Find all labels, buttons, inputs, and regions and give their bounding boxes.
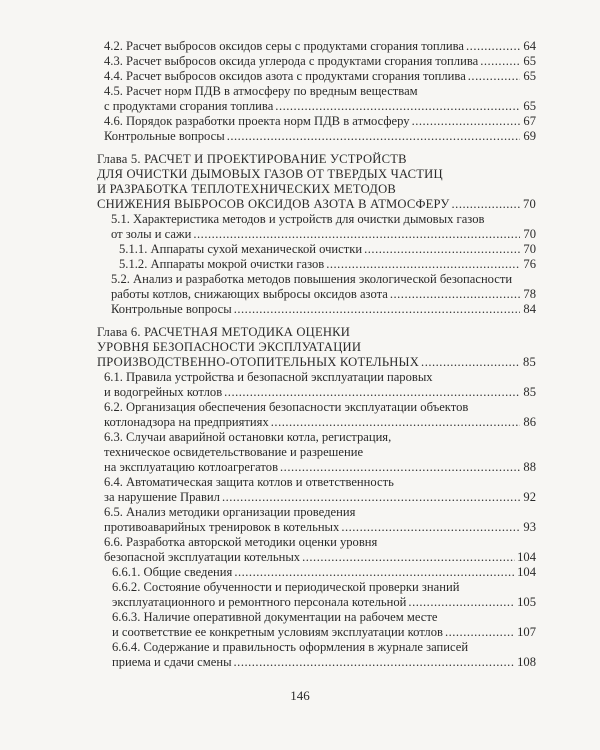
- toc-leader-dots: [364, 242, 520, 256]
- toc-leader-dots: [234, 302, 520, 316]
- toc-leader-dots: [468, 69, 520, 83]
- toc-entry-title: безопасной эксплуатации котельных: [104, 550, 301, 564]
- toc-leader-dots: [466, 39, 520, 53]
- chapter-heading: [97, 197, 536, 211]
- toc-entry-page: 104: [517, 550, 536, 564]
- toc-entry-title: 4.6. Порядок разработки проекта норм ПДВ в атмосферу: [104, 114, 410, 128]
- toc-leader-dots: [390, 287, 520, 301]
- chapter-heading-line: [97, 325, 536, 339]
- toc-entry: [104, 550, 536, 564]
- toc-entry-title: 4.3. Расчет выбросов оксида углерода с продуктами сгорания топлива: [104, 54, 479, 68]
- toc-entry-line: [112, 640, 536, 654]
- toc-leader-dots: [341, 520, 520, 534]
- toc-entry-line: [104, 370, 536, 384]
- toc-entry: [112, 595, 536, 609]
- toc-entry-line: [104, 475, 536, 489]
- toc-leader-dots: [452, 197, 520, 211]
- toc-entry-title: 6.2. Организация обеспечения безопасности эксплуатации объектов: [104, 400, 469, 414]
- chapter-title: ПРОИЗВОДСТВЕННО-ОТОПИТЕЛЬНЫХ КОТЕЛЬНЫХ: [97, 355, 420, 369]
- chapter-title: УРОВНЯ БЕЗОПАСНОСТИ ЭКСПЛУАТАЦИИ: [97, 340, 362, 354]
- chapter-heading-line: [97, 182, 536, 196]
- toc-entry-page: 85: [523, 355, 536, 369]
- toc-entry-title: 4.4. Расчет выбросов оксидов азота с продуктами сгорания топлива: [104, 69, 466, 83]
- chapter-title: ДЛЯ ОЧИСТКИ ДЫМОВЫХ ГАЗОВ ОТ ТВЕРДЫХ ЧАСТИЦ: [97, 167, 443, 181]
- toc-entry-title: Контрольные вопросы: [111, 302, 232, 316]
- toc-entry-title: и водогрейных котлов: [104, 385, 223, 399]
- toc-leader-dots: [193, 227, 520, 241]
- toc-entry-page: 67: [523, 114, 536, 128]
- toc-entry: [104, 490, 536, 504]
- toc-leader-dots: [222, 490, 520, 504]
- toc-entry-title: эксплуатационного и ремонтного персонала котельной: [112, 595, 407, 609]
- toc-entry: [111, 227, 536, 241]
- toc-entry-title: на эксплуатацию котлоагрегатов: [104, 460, 279, 474]
- toc-entry-title: работы котлов, снижающих выбросы оксидов азота: [111, 287, 388, 301]
- toc-entry-title: техническое освидетельствование и разрешение: [104, 445, 364, 459]
- toc-entry: [104, 39, 536, 53]
- toc-entry-title: от золы и сажи: [111, 227, 192, 241]
- toc-entry: [104, 415, 536, 429]
- toc-entry-line: [104, 400, 536, 414]
- toc-entry-page: 108: [517, 655, 536, 669]
- toc-entry-line: [104, 430, 536, 444]
- toc-leader-dots: [412, 114, 520, 128]
- toc-entry-page: 88: [523, 460, 536, 474]
- toc-entry-title: 6.6.1. Общие сведения: [112, 565, 233, 579]
- toc-entry-title: 5.1.1. Аппараты сухой механической очистки: [119, 242, 363, 256]
- toc-leader-dots: [234, 655, 516, 669]
- toc-entry-title: с продуктами сгорания топлива: [104, 99, 274, 113]
- toc-entry-page: 64: [523, 39, 536, 53]
- toc-entry-page: 93: [523, 520, 536, 534]
- toc-entry: [112, 655, 536, 669]
- toc-entry-title: 6.6.2. Состояние обученности и периодической проверки знаний: [112, 580, 460, 594]
- toc-entry-page: 86: [523, 415, 536, 429]
- toc-entry: [104, 520, 536, 534]
- toc-entry: [112, 625, 536, 639]
- toc-entry-line: [112, 580, 536, 594]
- toc-entry-title: 6.3. Случаи аварийной остановки котла, регистрация,: [104, 430, 392, 444]
- toc-leader-dots: [408, 595, 515, 609]
- toc-entry-page: 65: [523, 69, 536, 83]
- toc-entry-line: [104, 84, 536, 98]
- toc-entry-title: 4.2. Расчет выбросов оксидов серы с продуктами сгорания топлива: [104, 39, 465, 53]
- toc-entry: [104, 385, 536, 399]
- toc-entry: [119, 242, 536, 256]
- toc-entry: [104, 460, 536, 474]
- chapter-title: СНИЖЕНИЯ ВЫБРОСОВ ОКСИДОВ АЗОТА В АТМОСФЕРУ: [97, 197, 450, 211]
- toc-entry-title: за нарушение Правил: [104, 490, 220, 504]
- toc-entry: [104, 69, 536, 83]
- page-number: 146: [290, 688, 310, 703]
- toc-entry-title: 6.5. Анализ методики организации проведения: [104, 505, 356, 519]
- chapter-title: Глава 6. РАСЧЕТНАЯ МЕТОДИКА ОЦЕНКИ: [97, 325, 351, 339]
- toc-entry-page: 70: [523, 227, 536, 241]
- toc-entry-page: 105: [517, 595, 536, 609]
- toc-entry: [112, 565, 536, 579]
- toc-entry-title: 6.6. Разработка авторской методики оценки уровня: [104, 535, 378, 549]
- chapter-title: И РАЗРАБОТКА ТЕПЛОТЕХНИЧЕСКИХ МЕТОДОВ: [97, 182, 396, 196]
- toc-entry: [104, 99, 536, 113]
- toc-entry-line: [111, 272, 536, 286]
- toc-entry-title: котлонадзора на предприятиях: [104, 415, 269, 429]
- toc-entry-page: 65: [523, 54, 536, 68]
- toc-entry-page: 76: [523, 257, 536, 271]
- toc-entry: [119, 257, 536, 271]
- toc-entry-line: [104, 445, 536, 459]
- toc-entry-page: 70: [523, 197, 536, 211]
- toc-entry-title: 6.1. Правила устройства и безопасной эксплуатации паровых: [104, 370, 433, 384]
- toc-entry-line: [112, 610, 536, 624]
- toc-entry-page: 85: [523, 385, 536, 399]
- toc-entry-title: 5.1.2. Аппараты мокрой очистки газов: [119, 257, 325, 271]
- toc-entry: [111, 287, 536, 301]
- toc-leader-dots: [421, 355, 520, 369]
- toc-entry: [104, 54, 536, 68]
- toc-entry-page: 78: [523, 287, 536, 301]
- toc-entry-line: [104, 535, 536, 549]
- toc-entry-title: и соответствие ее конкретным условиям эксплуатации котлов: [112, 625, 443, 639]
- toc-entry-title: 4.5. Расчет норм ПДВ в атмосферу по вредным веществам: [104, 84, 418, 98]
- chapter-heading-line: [97, 340, 536, 354]
- toc-entry-page: 70: [523, 242, 536, 256]
- toc-entry-title: приема и сдачи смены: [112, 655, 232, 669]
- toc-entry-title: Контрольные вопросы: [104, 129, 225, 143]
- toc-leader-dots: [227, 129, 520, 143]
- toc-entry-page: 107: [517, 625, 536, 639]
- toc-leader-dots: [234, 565, 515, 579]
- toc-leader-dots: [224, 385, 520, 399]
- toc-entry-line: [104, 505, 536, 519]
- toc-entry-page: 84: [523, 302, 536, 316]
- toc-entry-title: противоаварийных тренировок в котельных: [104, 520, 340, 534]
- toc-entry-title: 6.6.3. Наличие оперативной документации на рабочем месте: [112, 610, 438, 624]
- toc-entry: [111, 302, 536, 316]
- chapter-heading: [97, 355, 536, 369]
- toc-entry-page: 104: [517, 565, 536, 579]
- toc-entry-title: 5.1. Характеристика методов и устройств для очистки дымовых газов: [111, 212, 485, 226]
- toc-leader-dots: [275, 99, 520, 113]
- toc-leader-dots: [445, 625, 515, 639]
- chapter-heading-line: [97, 152, 536, 166]
- chapter-title: Глава 5. РАСЧЕТ И ПРОЕКТИРОВАНИЕ УСТРОЙСТВ: [97, 152, 407, 166]
- toc-leader-dots: [326, 257, 520, 271]
- toc-entry-line: [111, 212, 536, 226]
- toc-leader-dots: [271, 415, 520, 429]
- toc-leader-dots: [302, 550, 515, 564]
- toc-entry-title: 5.2. Анализ и разработка методов повышения экологической безопасности: [111, 272, 513, 286]
- toc-entry: [104, 114, 536, 128]
- toc-leader-dots: [480, 54, 520, 68]
- toc-entry-page: 92: [523, 490, 536, 504]
- toc-entry-page: 69: [523, 129, 536, 143]
- chapter-heading-line: [97, 167, 536, 181]
- toc-entry-title: 6.4. Автоматическая защита котлов и ответственность: [104, 475, 394, 489]
- toc-leader-dots: [280, 460, 520, 474]
- toc-entry-title: 6.6.4. Содержание и правильность оформления в журнале записей: [112, 640, 469, 654]
- toc-entry-page: 65: [523, 99, 536, 113]
- toc-entry: [104, 129, 536, 143]
